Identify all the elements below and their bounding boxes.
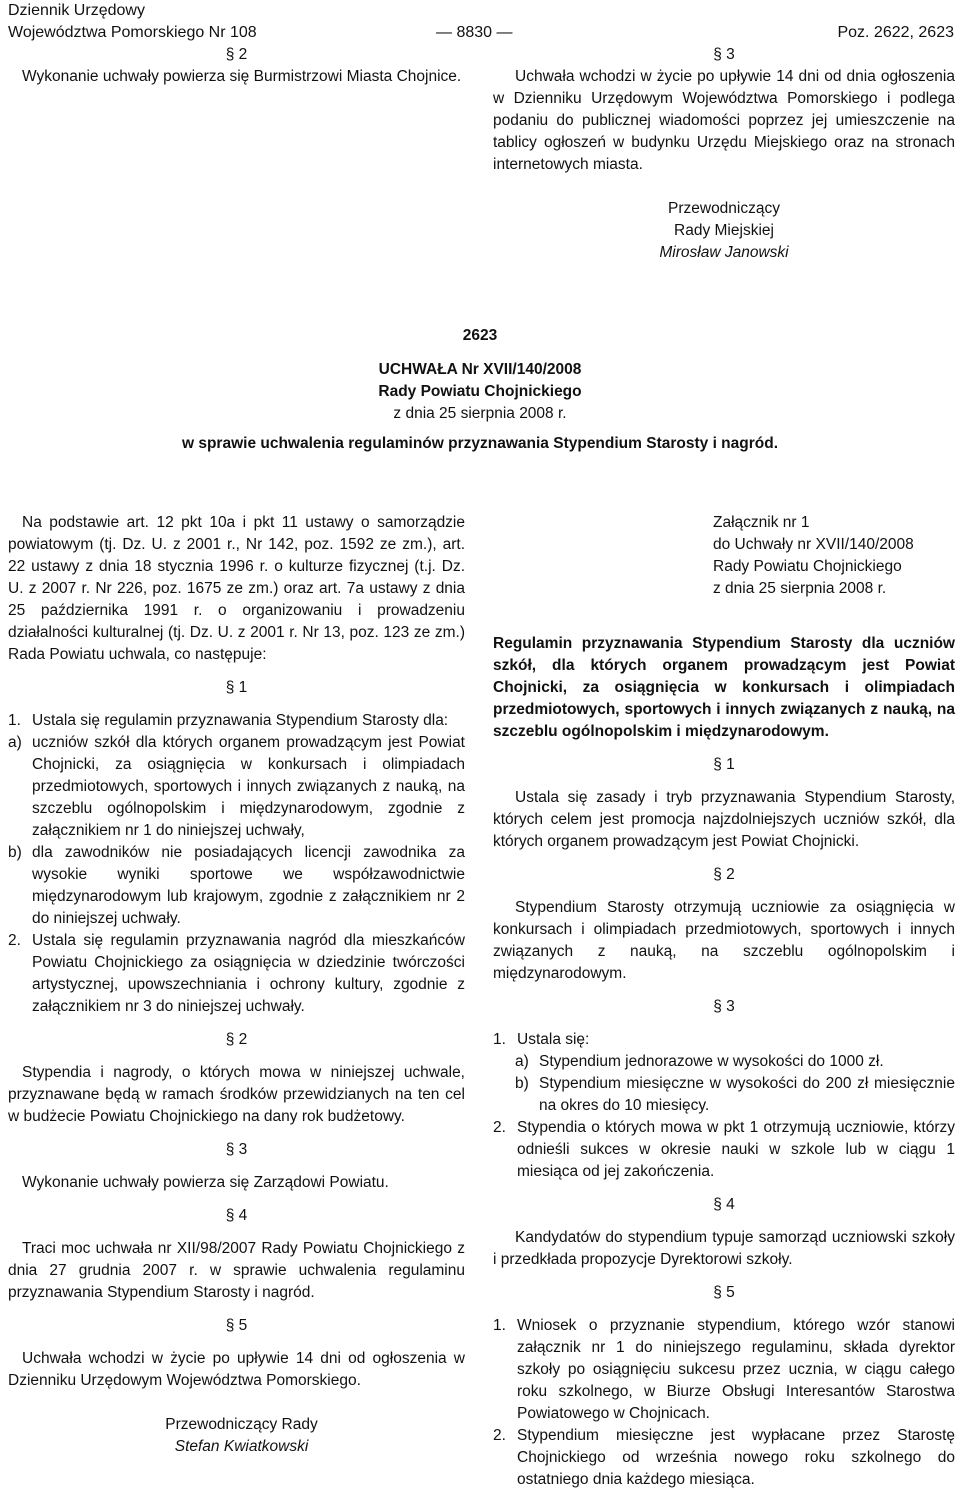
paragraph-text: Traci moc uchwała nr XII/98/2007 Rady Powiatu Chojnickiego z dnia 27 grudnia 2007 r. w sprawie uchwalenia regulaminu przyznawania Stypendium Starosty i nagród.	[8, 1240, 465, 1301]
paragraph-text: Kandydatów do stypendium typuje samorząd uczniowski szkoły i przedkłada propozycje Dyrektorowi szkoły.	[493, 1229, 955, 1268]
paragraph-text: Uchwała wchodzi w życie po upływie 14 dni od dnia ogłoszenia w Dzienniku Urzędowym Województwa Pomorskiego i podlega podaniu do publicznej wiadomości poprzez jej umieszczenie na tablicy ogłoszeń w budynku Urzędu Miejskiego oraz na stronach internetowych miasta.	[493, 68, 955, 173]
act-date: z dnia 25 sierpnia 2008 r.	[393, 405, 567, 422]
paragraph-heading: § 4	[225, 1207, 248, 1224]
paragraph-heading: § 2	[225, 1031, 248, 1048]
attachment-label: Załącznik nr 1	[713, 514, 810, 531]
paragraph-text: Ustala się zasady i tryb przyznawania Stypendium Starosty, których celem jest promocja najzdolniejszych uczniów szkół, dla których organem prowadzącym jest Powiat Chojnicki.	[493, 789, 955, 850]
list-item: 1. Ustala się regulamin przyznawania Stypendium Starosty dla:	[8, 712, 449, 729]
signature-block	[493, 198, 955, 264]
signature-body: Rady Miejskiej	[674, 222, 774, 239]
paragraph-text: Uchwała wchodzi w życie po upływie 14 dni od ogłoszenia w Dzienniku Urzędowym Województwa Pomorskiego.	[8, 1350, 465, 1389]
journal-issue: Województwa Pomorskiego Nr 108	[8, 24, 257, 41]
page-number: — 8830 —	[436, 24, 513, 41]
list-item: a) Stypendium jednorazowe w wysokości do 1000 zł.	[515, 1053, 884, 1070]
paragraph-text: Wykonanie uchwały powierza się Burmistrzowi Miasta Chojnice.	[22, 68, 462, 85]
list-item: 2. Ustala się regulamin przyznawania nagród dla mieszkańców Powiatu Chojnickiego za osiągnięcia w dziedzinie twórczości artystycznej, upowszechniania i ochrony kultury, zgodnie z załącznikiem nr 3 do niniejszej uchwały.	[8, 932, 465, 1015]
signature-name: Mirosław Janowski	[659, 244, 789, 261]
list-item: b) Stypendium miesięczne w wysokości do 200 zł miesięcznie na okres do 10 miesięcy.	[515, 1075, 955, 1114]
paragraph-heading: § 2	[713, 866, 735, 883]
act-title: UCHWAŁA Nr XVII/140/2008	[378, 361, 582, 378]
paragraph-heading: § 1	[713, 756, 735, 773]
paragraph-heading: § 5	[713, 1284, 735, 1301]
prev-left-column	[8, 44, 465, 88]
attachment-reference: do Uchwały nr XVII/140/2008	[713, 536, 914, 553]
attachment-header	[493, 512, 955, 600]
signature-block	[8, 1414, 465, 1458]
list-item: 2. Stypendia o których mowa w pkt 1 otrzymują uczniowie, którzy odnieśli sukces w okresie nauki w szkole lub w ciągu 1 miesiąca od jej zakończenia.	[493, 1119, 955, 1180]
journal-title: Dziennik Urzędowy	[8, 2, 145, 19]
act-subject: w sprawie uchwalenia regulaminów przyznawania Stypendium Starosty i nagród.	[181, 435, 779, 452]
attachment-issuer: Rady Powiatu Chojnickiego	[713, 558, 902, 575]
signature-name: Stefan Kwiatkowski	[174, 1438, 309, 1455]
signature-title: Przewodniczący	[668, 200, 780, 217]
preamble: Na podstawie art. 12 pkt 10a i pkt 11 ustawy o samorządzie powiatowym (tj. Dz. U. z 2001 r., Nr 142, poz. 1592 ze zm.), art. 22 ustawy z dnia 18 stycznia 1996 r. o kulturze fizycznej (t.j. Dz. U. z 2007 r. Nr 226, poz. 1675 ze zm.) oraz art. 7a ustawy z dnia 25 października 1991 r. o organizowaniu i prowadzeniu działalności kulturalnej (tj. Dz. U. z 2001 r. Nr 13, poz. 123 ze zm.) Rada Powiatu uchwala, co następuje:	[8, 514, 465, 663]
attachment-date: z dnia 25 sierpnia 2008 r.	[713, 580, 887, 597]
paragraph-heading: § 3	[713, 46, 735, 63]
paragraph-heading: § 4	[713, 1196, 735, 1213]
prev-right-column	[493, 44, 955, 264]
signature-title: Przewodniczący Rady	[165, 1416, 318, 1433]
paragraph-text: Wykonanie uchwały powierza się Zarządowi Powiatu.	[22, 1174, 389, 1191]
left-column	[8, 512, 465, 1458]
list-item: 1. Wniosek o przyznanie stypendium, którego wzór stanowi załącznik nr 1 do niniejszego regulaminu, składa dyrektor szkoły po osiągnięciu sukcesu przez ucznia, w ciągu całego roku szkolnego, w Biurze Obsługi Interesantów Starostwa Powiatowego w Chojnicach.	[493, 1317, 955, 1422]
list-item: b) dla zawodników nie posiadających licencji zawodnika za wysokie wyniki sportowe we współzawodnictwie międzynarodowym lub krajowym, zgodnie z załącznikiem nr 2 do niniejszej uchwały.	[8, 844, 465, 927]
paragraph-text: Stypendia i nagrody, o których mowa w niniejszej uchwale, przyznawane będą w ramach środków przewidzianych na ten cel w budżecie Powiatu Chojnickiego na dany rok budżetowy.	[8, 1064, 465, 1125]
regulation-title: Regulamin przyznawania Stypendium Starosty dla uczniów szkół, dla których organem prowadzącym jest Powiat Chojnicki, za osiągnięcia w konkursach i olimpiadach przedmiotowych, sportowych i innych związanych z nauką, na szczeblu ogólnopolskim i międzynarodowym.	[493, 635, 955, 740]
act-issuer: Rady Powiatu Chojnickiego	[378, 383, 582, 400]
paragraph-text: Stypendium Starosty otrzymują uczniowie za osiągnięcia w konkursach i olimpiadach przedmiotowych, sportowych i innych związanych z nauką, na szczeblu ogólnopolskim i międzynarodowym.	[493, 899, 955, 982]
paragraph-heading: § 1	[225, 679, 248, 696]
right-column	[493, 512, 955, 1491]
paragraph-heading: § 2	[225, 46, 248, 63]
act-number: 2623	[462, 327, 498, 344]
list-item: 2. Stypendium miesięczne jest wypłacane przez Starostę Chojnickiego od września nowego roku szkolnego do ostatniego dnia każdego miesiąca.	[493, 1427, 955, 1488]
paragraph-heading: § 3	[225, 1141, 248, 1158]
list-item: a) uczniów szkół dla których organem prowadzącym jest Powiat Chojnicki, za osiągnięcia w konkursach i olimpiadach przedmiotowych, sportowych i innych związanych z nauką, na szczeblu ogólnopolskim i międzynarodowym, zgodnie z załącznikiem nr 1 do niniejszej uchwały,	[8, 734, 465, 839]
list-item: 1. Ustala się:	[493, 1031, 590, 1048]
position-number: Poz. 2622, 2623	[837, 24, 954, 41]
act-heading	[0, 325, 960, 455]
journal-header	[8, 0, 257, 44]
paragraph-heading: § 3	[713, 998, 735, 1015]
paragraph-heading: § 5	[225, 1317, 248, 1334]
